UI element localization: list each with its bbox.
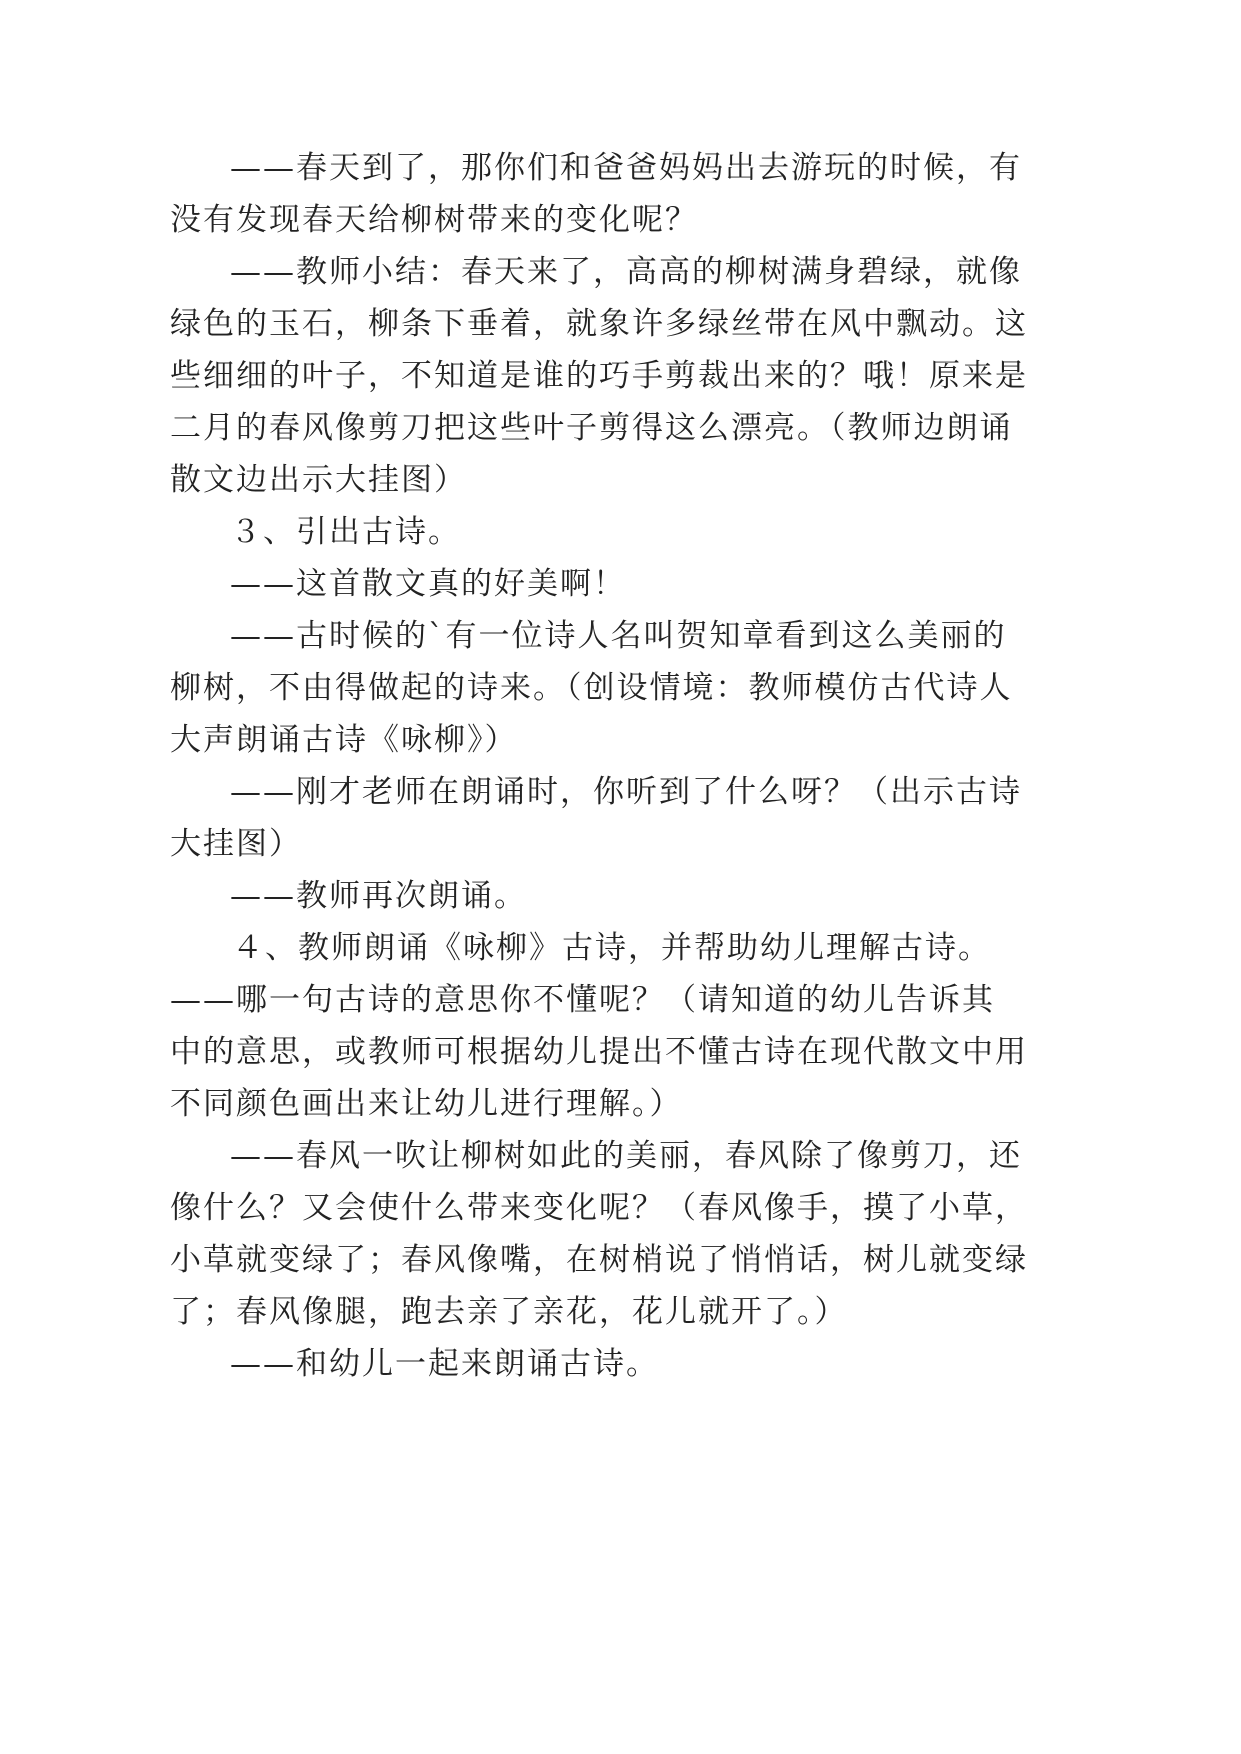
text-line: ——古时候的`有一位诗人名叫贺知章看到这么美丽的 [230,618,1007,654]
text-line: 大声朗诵古诗《咏柳》） [170,722,518,758]
text-line: 小草就变绿了；春风像嘴，在树梢说了悄悄话，树儿就变绿 [170,1242,1028,1278]
text-line: ３、引出古诗。 [230,514,461,550]
text-line: 散文边出示大挂图） [170,462,467,498]
text-line: 中的意思，或教师可根据幼儿提出不懂古诗在现代散文中用 [170,1034,1028,1070]
text-line: 些细细的叶子，不知道是谁的巧手剪裁出来的？哦！原来是 [170,358,1028,394]
text-line: 大挂图） [170,826,302,862]
text-line: ——春风一吹让柳树如此的美丽，春风除了像剪刀，还 [230,1138,1022,1174]
text-line: 不同颜色画出来让幼儿进行理解。） [170,1086,683,1122]
text-line: ——教师再次朗诵。 [230,878,527,914]
text-line: ——哪一句古诗的意思你不懂呢？（请知道的幼儿告诉其 [170,982,995,1018]
text-line: ——教师小结：春天来了，高高的柳树满身碧绿，就像 [230,254,1022,290]
text-line: ——刚才老师在朗诵时，你听到了什么呀？（出示古诗 [230,774,1022,810]
text-line: 没有发现春天给柳树带来的变化呢？ [170,202,698,238]
text-line: 二月的春风像剪刀把这些叶子剪得这么漂亮。（教师边朗诵 [170,410,1013,446]
text-line: ——和幼儿一起来朗诵古诗。 [230,1346,659,1382]
text-line: ——这首散文真的好美啊！ [230,566,626,602]
text-line: ——春天到了，那你们和爸爸妈妈出去游玩的时候，有 [230,150,1022,186]
text-line: 柳树，不由得做起的诗来。（创设情境：教师模仿古代诗人 [170,670,1013,706]
text-line: 绿色的玉石，柳条下垂着，就象许多绿丝带在风中飘动。这 [170,306,1028,342]
text-line: ４、教师朗诵《咏柳》古诗，并帮助幼儿理解古诗。 [232,930,991,966]
text-line: 像什么？又会使什么带来变化呢？（春风像手，摸了小草， [170,1190,1028,1226]
text-line: 了；春风像腿，跑去亲了亲花，花儿就开了。） [170,1294,848,1330]
